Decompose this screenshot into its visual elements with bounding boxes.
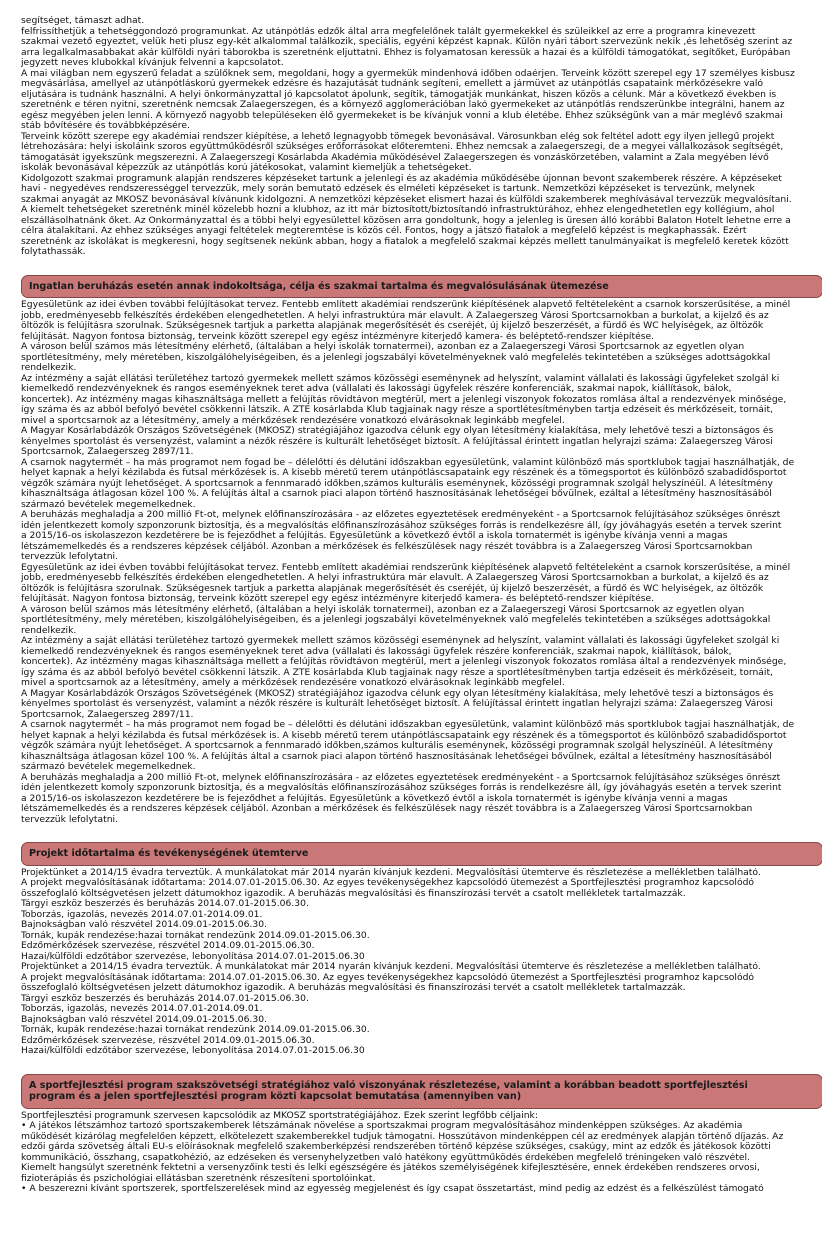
text-line: mivel a sportcsarnok az a létesítmény, amely a mérkőzések rendezésére vonatkozó elvárásoknak leginkább megfelel.	[21, 678, 565, 688]
text-line: Kidolgozott szakmai programunk alapján rendszeres képzéseket tartunk a jelenlegi és az akadémia működésébe újonnan bevont szakemberek részére. A képzéseket	[21, 173, 782, 184]
text-line: Hazai/külföldi edzőtábor szervezése, lebonyolítása 2014.07.01-2015.06.30	[21, 951, 365, 962]
text-line: A beruházás meghaladja a 200 millió Ft-ot, melynek előfinanszírozására - az előzetes egyeztetések eredményeként - a Sportcsarnok felújításához szükséges önrészt	[21, 510, 781, 520]
text-line: megvásárlása, amellyel az utánpótláskorú gyermekek edzésre és hazajutását tudnánk segíteni, emellett a jármüvet az utánpótlás csapataink mérkőzésekre való	[21, 79, 764, 89]
text-line: felújítását. Nagyon fontosa biztonság, terveink között szerepel egy egész intézményre kiterjedő kamera- és beléptető-rendszer kiépítése.	[21, 594, 655, 604]
text-line: A beruházás meghaladja a 200 millió Ft-ot, melynek előfinanszírozására - az előzetes egyeztetések eredményeként - a Sportcsarnok felújításához szükséges önrészt	[21, 772, 781, 783]
text-line: Egyesületünk az idei évben további felújításokat tervez. Fentebb említett akadémiai rendszerünk kiépítésének alapvető feltételeként a csarnok korszerűsítése, a minél	[21, 300, 791, 310]
text-line: A Magyar Kosárlabdázók Országos Szövetségének (MKOSZ) stratégiájához igazodva célunk egy olyan létesítmény kialakítása, mely lehetővé teszi a biztonságos és	[21, 426, 774, 436]
text-line: helyet kapnak a helyi kézilabda és futsal mérkőzések is. A kisebb méretű terem utánpótláscsapataink egy részének és a tömegsportot és különböző szabadidősportot	[21, 468, 787, 478]
text-line: Bajnokságban való részvétel 2014.09.01-2015.06.30.	[21, 920, 267, 930]
text-line: végzők számára nyújt lehetőséget. A sportcsarnok a fennmaradó időkben,számos kulturális eseménynek, közösségi programnak szolgál helyszínéül. A létesítmény	[21, 478, 773, 489]
text-line: szeretnénk az iskolákat is megkeresni, hogy segítsenek nekünk abban, hogy a fiatalok a megfelelő szakmai képzés mellett tanulmányaikat is megfelelő keretek között	[21, 236, 789, 247]
text-line: tervezzük lefolytatni.	[21, 814, 119, 825]
text-line: Terveink között szerepe egy akadémiai rendszer kiépítése, a lehető legnagyobb tömegek bevonásával. Városunkban elég sok feltétel adott egy ilyen jellegű projekt	[21, 131, 775, 142]
text-line: felfrissíthetjük a tehetséggondozó programunkat. Az utánpótlás edzők által arra megfelelőnek talált gyermekekkel és szüleikkel az erre a programra kinevezett	[21, 26, 756, 37]
text-line: kihasználtsága átlagosan közel 100 %. A felújítás által a csarnok piaci alapon történő hasznosításának lehetőségei bővülnek, ezáltal a létesítmény hasznosításából	[21, 489, 772, 499]
text-line: iskolák bevonásával képezzük az utánpótlás korú játékosokat, valamint kiemeljük a tehetségeket.	[21, 163, 472, 173]
text-line: kiemelkedő rendezvényeknek és rangos eseményeknek teret adva (vállalati és lakossági ügyfelek részére konferenciák, szakmai napok, kiállítások, bálok,	[21, 646, 732, 657]
text-line: koncertek). Az intézmény magas kihasználtsága mellett a felújítás rövidtávon megtérül, mert a jelenlegi viszonyok fokozatos romlása által a rendezvények minősége,	[21, 394, 787, 405]
text-line: felújítását. Nagyon fontosa biztonság, terveink között szerepel egy egész intézményre kiterjedő kamera- és beléptető-rendszer kiépítése.	[21, 331, 655, 342]
text-line: öltözők is felújításra szorulnak. Szükségesnek tartjuk a parketta alapjának megerősítését és cseréjét, új kijelző beszerzését, a fürdő és WC helyiségek, az öltözők	[21, 583, 764, 594]
text-line: Az intézmény a saját ellátási területéhez tartozó gyermekek mellett számos közösségi eseménynek ad helyszínt, valamint vállalati és lakossági ügyfeleket szolgál ki	[21, 636, 780, 646]
text-line: A városon belül számos más létesítmény elérhető, (általában a helyi iskolák tornatermei), azonban ez a Zalaegerszegi Városi Sportcsarnok az egyetlen olyan	[21, 342, 745, 352]
text-line: Edzőmérkőzések szervezése, részvétel 2014.09.01-2015.06.30.	[21, 941, 315, 951]
text-line: A projekt megvalósításának időtartama: 2014.07.01-2015.06.30. Az egyes tevékenységekhez kapcsolódó ütemezést a Sportfejlesztési programhoz kapcsolódó	[21, 878, 755, 888]
text-line: elszállásolhatnánk őket. Az Önkormányzattal és a többi helyi egyesülettel közösen arra gondoltunk, hogy a jelenleg is üresen álló korábbi Balaton Hotelt lehetne erre a	[21, 215, 791, 226]
section-title: Projekt időtartalma és tevékenységének ütemterve	[29, 848, 309, 859]
section-body-schedule	[21, 868, 821, 1057]
text-line: szeretnénk e téren nyitni, szeretnénk nemcsak Zalaegerszegen, és a környező agglomerációban lakó gyermekeket az utánpótlás rendszerünkbe integrálni, hanem az	[21, 100, 785, 110]
text-line: kihasználtsága átlagosan közel 100 %. A felújítás által a csarnok piaci alapon történő hasznosításának lehetőségei bővülnek, ezáltal a létesítmény hasznosításából	[21, 751, 772, 762]
text-line: jobb, eredményesebb felkészítés érdekében elengedhetetlen. A helyi infrastruktúra már elavult. A Zalaegerszeg Városi Sportcsarnokban a burkolat, a kijelző és az	[21, 310, 769, 321]
text-line: végzők számára nyújt lehetőséget. A sportcsarnok a fennmaradó időkben,számos kulturális eseménynek, közösségi programnak szolgál helyszínéül. A létesítmény	[21, 741, 773, 751]
text-line: koncertek). Az intézmény magas kihasználtsága mellett a felújítás rövidtávon megtérül, mert a jelenlegi viszonyok fokozatos romlása által a rendezvények minősége,	[21, 657, 787, 667]
text-line: • A játékos létszámhoz tartozó sportszakemberek létszámának növelése a sportszakmai program megvalósításához mindenképpen szükséges. Az akadémia	[21, 1121, 743, 1131]
text-line: kiemelkedő rendezvényeknek és rangos eseményeknek teret adva (vállalati és lakossági ügyfelek részére konferenciák, szakmai napok, kiállítások, bálok,	[21, 384, 732, 394]
intro-text	[21, 16, 821, 258]
text-line: Projektünket a 2014/15 évadra terveztük. A munkálatokat már 2014 nyarán kívánjuk kezdeni. Megvalósítási ütemterve és részletezése a mellékletben található.	[21, 867, 761, 878]
text-line: tervezzük lefolytatni.	[21, 552, 119, 562]
section-body-strategy	[21, 1111, 821, 1195]
text-line: Bajnokságban való részvétel 2014.09.01-2015.06.30.	[21, 1014, 267, 1025]
text-line: létszámemelkedés és a rendszeres képzések céljából. Azonban a mérkőzések és felkészülések nagy részét továbbra is a Zalaegerszeg Városi Sportcsarnokban	[21, 804, 753, 814]
text-line: havi - negyedéves rendszerességgel tervezzük, mely során bemutató edzések és elméleti képzéseket is tartunk. Nemzetközi képzéseket is tervezünk, melynek	[21, 184, 755, 194]
text-line: A Magyar Kosárlabdázók Országos Szövetségének (MKOSZ) stratégiájához igazodva célunk egy olyan létesítmény kialakítása, mely lehetővé teszi a biztonságos és	[21, 688, 774, 699]
text-line: Sportcsarnok, Zalaegerszeg 2897/11.	[21, 447, 194, 457]
text-line: Hazai/külföldi edzőtábor szervezése, lebonyolítása 2014.07.01-2015.06.30	[21, 1046, 365, 1056]
text-line: kommunikáció, összhang, csapatkohézió, az edzéseken és versenyhelyzetben való hatékony együttműködés érdekében megfelelő tréningeken való részvétel.	[21, 1152, 750, 1163]
text-line: A mai világban nem egyszerű feladat a szülőknek sem, megoldani, hogy a gyermekük mindenhová időben odaérjen. Terveink között szerepel egy 17 személyes kisbusz	[21, 68, 795, 79]
text-line: kényelmes sportolást és versenyzést, valamint a nézők részére is kulturált lehetőséget biztosít. A felújítással érintett ingatlan helyrajzi száma: Zalaegerszeg Városi	[21, 699, 773, 709]
text-line: idén jelentkezett komoly szponzorunk biztosítja, és a megvalósítás előfinanszírozásához szükséges forrás is rendelkezésre áll, így jóváhagyás esetén a tervek szerint	[21, 783, 782, 793]
text-line: támogatását igyekszünk megszerezni. A Zalaegerszegi Kosárlabda Akadémia működésével Zalaegerszegen és vonzáskörzetében, valamint a Zala megyében lévő	[21, 152, 769, 163]
text-line: Kiemelt hangsúlyt szeretnénk fektetni a versenyzőink testi és lelki egészségére és játékos személyiségének kifejlesztésére, ennek érdekében rendszeres orvosi,	[21, 1163, 760, 1173]
text-line: Egyesületünk az idei évben további felújításokat tervez. Fentebb említett akadémiai rendszerünk kiépítésének alapvető feltételeként a csarnok korszerűsítése, a minél	[21, 562, 791, 573]
text-line: A kiemelt tehetségeket szeretnénk minél közelebb hozni a klubhoz, az itt már biztosított/biztosítandó infrastruktúrához, ehhez elengedhetetlen egy kollégium, ahol	[21, 205, 775, 215]
text-line: így száma és az abból befolyó bevétel csökkenni látszik. A ZTE kosárlabda Klub tagjainak nagy része a sportlétesítményben tartja edzéseit és mérkőzéseit, tornáit,	[21, 405, 773, 415]
text-line: származó bevételek megemelkednek.	[21, 499, 196, 510]
text-line: • A beszerezni kívánt sportszerek, sportfelszerelések mind az egyesség megjelenést és így csapat összetartást, mind pedig az edzést és a felkészülést támogató	[21, 1184, 764, 1194]
text-line: a 2015/16-os iskolaszezon kezdetérere be is fejeződhet a felújítás. Egyesületünk a következő évtől a iskola tornatermét is igénybe kívánja venni a magas	[21, 793, 728, 804]
text-line: rendelkezik.	[21, 363, 77, 373]
document-page	[21, 16, 821, 1195]
text-line: idén jelentkezett komoly szponzorunk biztosítja, és a megvalósítás előfinanszírozásához szükséges forrás is rendelkezésre áll, így jóváhagyás esetén a tervek szerint	[21, 520, 782, 531]
text-line: Sportfejlesztési programunk szervesen kapcsolódik az MKOSZ sportstratégiájához. Ezek szerint legfőbb céljaink:	[21, 1110, 538, 1121]
text-line: Az intézmény a saját ellátási területéhez tartozó gyermekek mellett számos közösségi eseménynek ad helyszínt, valamint vállalati és lakossági ügyfeleket szolgál ki	[21, 373, 780, 384]
text-line: Tornák, kupák rendezése:hazai tornákat rendezünk 2014.09.01-2015.06.30.	[21, 1025, 370, 1035]
text-line: sportlétesítmény, mely méretében, kiszolgálóhelyiségeiben, és a jelenlegi jogszabályi követelményeknek való megfelelés tekintetében a szükséges adottságokkal	[21, 615, 771, 625]
text-line: segítséget, támaszt adhat.	[21, 16, 145, 26]
text-line: szakmai anyagát az MKOSZ bevonásával kívánunk kidolgozni. A nemzetközi képzéseket elismert hazai és külföldi szakemberek meghívásával tervezzük megvalósítani.	[21, 194, 792, 205]
text-line: Toborzás, igazolás, nevezés 2014.07.01-2014.09.01.	[21, 1004, 263, 1014]
text-line: A projekt megvalósításának időtartama: 2014.07.01-2015.06.30. Az egyes tevékenységekhez kapcsolódó ütemezést a Sportfejlesztési programhoz kapcsolódó	[21, 972, 755, 983]
text-line: Toborzás, igazolás, nevezés 2014.07.01-2014.09.01.	[21, 909, 263, 920]
text-line: eljutására is tudnánk használni. A helyi önkormányzattal jó kapcsolatot ápolunk, segítik, támogatják munkánkat, hiszen közös a célunk. Már a következő években is	[21, 89, 777, 100]
text-line: folytathassák.	[21, 247, 86, 257]
text-line: helyet kapnak a helyi kézilabda és futsal mérkőzések is. A kisebb méretű terem utánpótláscsapataink egy részének és a tömegsportot és különböző szabadidősportot	[21, 730, 787, 741]
text-line: létszámemelkedés és a rendszeres képzések céljából. Azonban a mérkőzések és felkészülések nagy részét továbbra is a Zalaegerszeg Városi Sportcsarnokban	[21, 541, 753, 552]
text-line: összefoglaló költségvetésen jelzett dátumokhoz igazodik. A beruházás megvalósítási és finanszírozási tervét a csatolt mellékletek tartalmazzák.	[21, 983, 686, 993]
section-title-line-2: program és a jelen sportfejlesztési program közti kapcsolat bemutatása (amennyiben van)	[29, 1091, 522, 1102]
text-line: Tárgyi eszköz beszerzés és beruházás 2014.07.01-2015.06.30.	[21, 899, 309, 909]
text-line: létrehozására: helyi iskoláink szoros együttműködésről szükséges erőforrásokat előteremteni. Ehhez nemcsak a zalaegerszegi, de a megyei vállalkozások segítségét,	[21, 142, 784, 152]
text-line: Projektünket a 2014/15 évadra terveztük. A munkálatokat már 2014 nyarán kívánjuk kezdeni. Megvalósítási ütemterve és részletezése a mellékletben található.	[21, 962, 761, 972]
text-line: Sportcsarnok, Zalaegerszeg 2897/11.	[21, 709, 194, 720]
text-line: Tárgyi eszköz beszerzés és beruházás 2014.07.01-2015.06.30.	[21, 993, 309, 1004]
text-line: rendelkezik.	[21, 625, 77, 636]
section-title-line-1: A sportfejlesztési program szakszövetségi stratégiához való viszonyának részletezése, valamint a korábban beadott sportfejlesztési	[29, 1079, 748, 1091]
text-line: edzői gárda szövetség általi EU-s elöírásoknak megfelelő szakemberképzési rendszerében történő képzése szükséges, csakúgy, mint az edzők és játékosok közötti	[21, 1142, 771, 1152]
text-line: egész megyében jelen lenni. A környező nagyobb településeken élő gyermekeket is be kívánjuk vonni a klub életébe. Ehhez szükségünk van a már meglévő szakmai	[21, 110, 783, 121]
text-line: célra átalakítani. Az ehhez szükséges anyagi feltételek megteremtése is közös cél. Fontos, hogy a játszó fiatalok a megfelelő képzést is megkaphassák. Ezért	[21, 226, 747, 236]
text-line: kényelmes sportolást és versenyzést, valamint a nézők részére is kulturált lehetőséget biztosít. A felújítással érintett ingatlan helyrajzi száma: Zalaegerszeg Városi	[21, 436, 773, 447]
text-line: fizioterápiás és pszichológiai ellátásban szeretnénk részesíteni sportolóinkat.	[21, 1173, 376, 1184]
text-line: A csarnok nagytermét – ha más programot nem fogad be – délelőtti és délutáni időszakban egyesületünk, valamint különböző más sportklubok tagjai használhatják, de	[21, 457, 795, 468]
text-line: így száma és az abból befolyó bevétel csökkenni látszik. A ZTE kosárlabda Klub tagjainak nagy része a sportlétesítményben tartja edzéseit és mérkőzéseit, tornáit,	[21, 667, 773, 678]
section-heading-real-estate	[21, 275, 822, 299]
text-line: jegyzett neves klubokkal kívánjuk felvenni a kapcsolatot.	[21, 58, 284, 68]
text-line: stáb bővítésére és továbbképzésére.	[21, 121, 190, 131]
section-body-real-estate	[21, 300, 821, 825]
text-line: származó bevételek megemelkednek.	[21, 762, 196, 772]
text-line: jobb, eredményesebb felkészítés érdekében elengedhetetlen. A helyi infrastruktúra már elavult. A Zalaegerszeg Városi Sportcsarnokban a burkolat, a kijelző és az	[21, 573, 769, 583]
section-title: Ingatlan beruházás esetén annak indokoltsága, célja és szakmai tartalma és megvalósulásának ütemezése	[29, 280, 609, 292]
text-line: működését kizárólag megfelelően képzett, elkötelezett szakemberekkel tudjuk támogatni. Hosszútávon mindenképpen cél az eredmények alapján történő díjazás. Az	[21, 1131, 784, 1142]
text-line: mivel a sportcsarnok az a létesítmény, amely a mérkőzések rendezésére vonatkozó elvárásoknak leginkább megfelel.	[21, 415, 565, 426]
text-line: A csarnok nagytermét – ha más programot nem fogad be – délelőtti és délutáni időszakban egyesületünk, valamint különböző más sportklubok tagjai használhatják, de	[21, 720, 795, 730]
section-heading-schedule	[21, 842, 822, 866]
text-line: a 2015/16-os iskolaszezon kezdetérere be is fejeződhet a felújítás. Egyesületünk a következő évtől a iskola tornatermét is igénybe kívánja venni a magas	[21, 531, 728, 541]
text-line: A városon belül számos más létesítmény elérhető, (általában a helyi iskolák tornatermei), azonban ez a Zalaegerszegi Városi Sportcsarnok az egyetlen olyan	[21, 604, 745, 615]
text-line: arra legalkalmasabbakat akár külföldi nyári táborokba is szeretnénk eljuttatni. Ehhez is folyamatosan keressük a hazai és a külföldi támogatókat, segítőket, Európában	[21, 47, 791, 58]
text-line: sportlétesítmény, mely méretében, kiszolgálóhelyiségeiben, és a jelenlegi jogszabályi követelményeknek való megfelelés tekintetében a szükséges adottságokkal	[21, 352, 771, 363]
text-line: szakmai vezető egyeztet, velük heti plusz egy-két alkalommal találkozik, speciális, egyéni képzést kapnak. Külön nyári tábort szervezünk nekik ,és lehetőség szerint az	[21, 37, 793, 47]
text-line: Tornák, kupák rendezése:hazai tornákat rendezünk 2014.09.01-2015.06.30.	[21, 930, 370, 941]
section-heading-strategy	[21, 1074, 822, 1109]
text-line: Edzőmérkőzések szervezése, részvétel 2014.09.01-2015.06.30.	[21, 1035, 315, 1046]
text-line: öltözők is felújításra szorulnak. Szükségesnek tartjuk a parketta alapjának megerősítését és cseréjét, új kijelző beszerzését, a fürdő és WC helyiségek, az öltözők	[21, 321, 764, 331]
text-line: összefoglaló költségvetésen jelzett dátumokhoz igazodik. A beruházás megvalósítási és finanszírozási tervét a csatolt mellékletek tartalmazzák.	[21, 888, 686, 899]
